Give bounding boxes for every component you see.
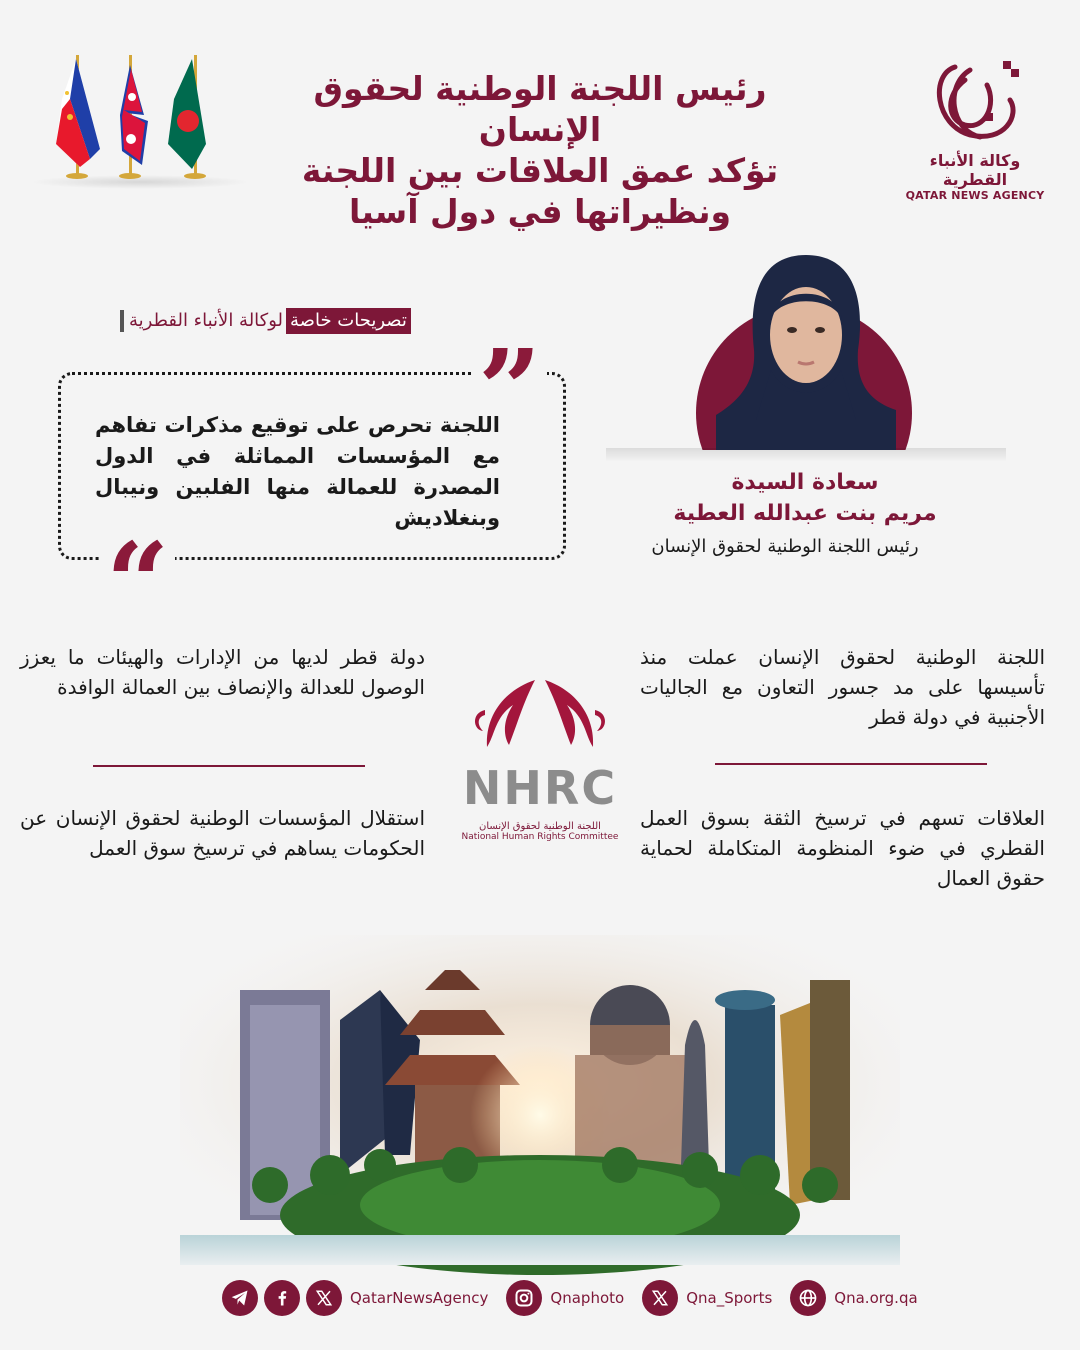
special-statements-tag [120, 307, 411, 335]
headline-line-3: ونظيراتها في دول آسيا [348, 192, 732, 231]
nhrc-name-arabic: اللجنة الوطنية لحقوق الإنسان [479, 821, 601, 832]
qna-logo [895, 55, 1055, 202]
qatarnewsagency-link[interactable]: QatarNewsAgency [350, 1289, 489, 1307]
bottom-band [0, 1320, 1080, 1350]
qnaphoto-link[interactable]: Qnaphoto [550, 1289, 625, 1307]
qna-website-link[interactable]: Qna.org.qa [834, 1289, 918, 1307]
tag-highlight: تصريحات خاصة [286, 308, 411, 334]
qna-logo-arabic: وكالة الأنباء القطرية [929, 151, 1021, 189]
headline-line-1: رئيس اللجنة الوطنية لحقوق الإنسان [313, 69, 767, 149]
qna-sports-link[interactable]: Qna_Sports [686, 1289, 773, 1307]
x-icon[interactable] [642, 1280, 678, 1316]
nhrc-logo [460, 675, 620, 842]
point-right-1: اللجنة الوطنية لحقوق الإنسان عملت منذ تأسيسها على مد جسور التعاون مع الجاليات الأجنبية في دولة قطر [640, 645, 1045, 729]
headline-line-2: تؤكد عمق العلاقات بين اللجنة [301, 151, 779, 190]
x-icon[interactable] [306, 1280, 342, 1316]
point-left-2: استقلال المؤسسات الوطنية لحقوق الإنسان عن الحكومات يساهم في ترسيخ سوق العمل [20, 806, 425, 860]
point-left-1: دولة قطر لديها من الإدارات والهيئات ما يعزز الوصول للعدالة والإنصاف بين العمالة الوافدة [20, 645, 425, 699]
speaker-photo [716, 250, 896, 450]
qna-emblem-icon [925, 55, 1025, 145]
qna-logo-english: QATAR NEWS AGENCY [905, 189, 1045, 202]
instagram-icon[interactable] [506, 1280, 542, 1316]
open-quote-icon: ” [472, 335, 547, 395]
divider-right [715, 763, 987, 765]
tag-text: لوكالة الأنباء القطرية [129, 310, 284, 331]
globe-icon[interactable] [790, 1280, 826, 1316]
nhrc-name-english: National Human Rights Committee [461, 832, 619, 842]
point-right-2: العلاقات تسهم في ترسيخ الثقة بسوق العمل القطري في ضوء المنظومة المتكاملة لحماية حقوق العمال [640, 806, 1045, 890]
speaker-honorific: سعادة السيدة [731, 470, 879, 495]
flags-illustration [30, 45, 250, 195]
nhrc-emblem-icon [465, 675, 615, 755]
close-quote-icon: “ [100, 528, 175, 588]
quote-text: اللجنة تحرص على توقيع مذكرات تفاهم مع المؤسسات المماثلة في الدول المصدرة للعمالة منها الفلبين ونيبال وبنغلاديش [95, 413, 500, 530]
tag-bar [120, 310, 124, 332]
headline [250, 68, 830, 232]
telegram-icon[interactable] [222, 1280, 258, 1316]
speaker-title: رئيس اللجنة الوطنية لحقوق الإنسان [651, 536, 919, 557]
nhrc-letters: NHRC [462, 761, 618, 815]
speaker-info [600, 468, 1010, 564]
facebook-icon[interactable] [264, 1280, 300, 1316]
speaker-portrait [696, 250, 912, 450]
speaker-name: مريم بنت عبدالله العطية [673, 501, 937, 526]
divider-left [93, 765, 365, 767]
social-links [222, 1278, 930, 1318]
asia-skyline-illustration [180, 935, 900, 1265]
